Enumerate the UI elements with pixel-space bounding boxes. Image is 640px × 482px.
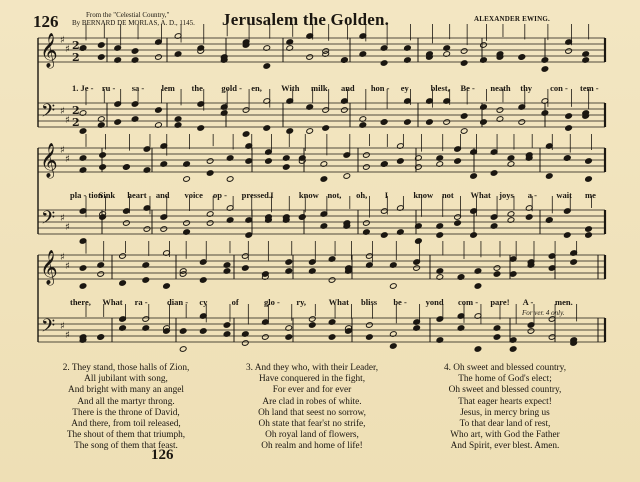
lyric-syllable: not, xyxy=(327,190,342,200)
verse-3-text-1: And they who, with their Leader, xyxy=(254,363,379,373)
lyric-syllable: en, xyxy=(251,83,262,93)
lyric-syllable: know xyxy=(413,190,434,200)
verse-4-line-7: Who art, with God the Father xyxy=(450,430,560,441)
lyric-syllable: and xyxy=(155,190,170,200)
verse-2-number: 2. xyxy=(62,363,70,373)
lyric-syllable: wait xyxy=(556,190,572,200)
note-head xyxy=(585,158,593,165)
verse-4-text-1: Oh sweet and blessed country, xyxy=(453,363,567,373)
note-head xyxy=(206,158,214,165)
note-head xyxy=(309,322,317,329)
note-head xyxy=(183,220,191,227)
lyric-syllable: yond xyxy=(425,297,444,307)
lyric-syllable: there, xyxy=(70,297,91,307)
verse-3-line-2: Have conquered in the fight, xyxy=(258,374,366,385)
note-head xyxy=(563,232,571,239)
note-head xyxy=(565,125,573,132)
treble-clef-icon: 𝄞 xyxy=(40,143,58,178)
note-head xyxy=(496,107,504,114)
note-head xyxy=(242,265,250,272)
page-number-bottom: 126 xyxy=(151,447,174,463)
verse-2-line-6: And there, from toil released, xyxy=(71,419,181,430)
verse-3 xyxy=(222,363,402,453)
verse-2-line-5: There is the throne of David, xyxy=(72,407,180,418)
sharp-icon: ♯ xyxy=(65,115,70,126)
verse-2-line-3: And bright with many an angel xyxy=(68,385,184,396)
note-head xyxy=(363,220,371,227)
note-head xyxy=(163,283,171,290)
note-head xyxy=(474,346,482,353)
lyric-syllable: heart xyxy=(127,190,147,200)
note-head xyxy=(404,119,412,126)
note-head xyxy=(155,107,163,114)
note-head xyxy=(474,283,482,290)
note-head xyxy=(97,54,105,61)
sharp-icon: ♯ xyxy=(65,261,70,272)
lyric-syllable: op - xyxy=(213,190,227,200)
note-head xyxy=(306,54,314,61)
lyric-syllable: Be - xyxy=(460,83,475,93)
note-head xyxy=(525,214,533,221)
lyric-syllable: and xyxy=(340,83,355,93)
verse-4-line-4: That eager hearts expect! xyxy=(458,396,552,407)
verse-3-line-4: Are clad in robes of white. xyxy=(262,396,362,407)
verse-4-number: 4. xyxy=(443,363,451,373)
lyric-syllable: pla - tion xyxy=(70,190,103,200)
verse-3-line-3: For ever and for ever xyxy=(272,385,352,396)
note-head xyxy=(245,158,253,165)
note-head xyxy=(380,60,388,67)
lyric-syllable: I xyxy=(270,190,274,200)
verse-4-line-3: Oh sweet and blessed country, xyxy=(448,385,562,396)
note-head xyxy=(79,283,87,290)
note-head xyxy=(265,158,273,165)
note-head xyxy=(493,334,501,341)
lyric-syllable: sa - xyxy=(131,83,145,93)
lyric-syllable: a - xyxy=(527,190,537,200)
time-signature-treble: 2 xyxy=(72,51,80,64)
lyric-syllable: lem xyxy=(161,83,175,93)
note-head xyxy=(97,271,105,278)
note-head xyxy=(470,173,478,180)
note-head xyxy=(413,265,421,272)
bass-clef-icon: 𝄢 xyxy=(41,101,56,126)
bass-clef-icon: 𝄢 xyxy=(41,316,56,341)
lyric-syllable: know xyxy=(298,190,319,200)
note-head xyxy=(454,158,462,165)
note-head xyxy=(322,125,330,132)
note-head xyxy=(493,271,501,278)
note-head xyxy=(343,173,351,180)
note-head xyxy=(97,334,105,341)
verse-3-line-1 xyxy=(222,363,402,374)
note-head xyxy=(155,54,163,61)
note-head xyxy=(131,48,139,55)
note-head xyxy=(565,48,573,55)
lyric-syllable: dian - xyxy=(167,297,189,307)
lyric-syllable: pare! xyxy=(490,297,510,307)
lyric-syllable: voice xyxy=(184,190,203,200)
note-head xyxy=(493,265,501,272)
sharp-icon: ♯ xyxy=(65,330,70,341)
note-head xyxy=(79,265,87,272)
verse-2-line-8: The song of them that feast. xyxy=(74,441,178,452)
note-head xyxy=(226,176,234,183)
note-head xyxy=(223,322,231,329)
note-head xyxy=(460,60,468,67)
verse-3-line-6: Oh state that fear'st no strife, xyxy=(258,419,366,430)
lyric-syllable: joys xyxy=(499,190,514,200)
note-head xyxy=(381,232,389,239)
lyric-syllable: con - xyxy=(550,83,568,93)
lyric-syllable: me xyxy=(585,190,596,200)
treble-clef-icon: 𝄞 xyxy=(40,33,58,68)
note-head xyxy=(518,54,526,61)
note-head xyxy=(328,277,336,284)
note-head xyxy=(454,220,462,227)
note-head xyxy=(286,128,294,135)
note-head xyxy=(119,280,127,287)
sharp-icon: ♯ xyxy=(60,321,65,332)
verse-3-line-5: Oh land that seest no sorrow, xyxy=(258,407,366,418)
verse-3-line-7: Oh royal land of flowers, xyxy=(265,430,359,441)
note-head xyxy=(470,232,478,239)
note-head xyxy=(366,322,374,329)
note-head xyxy=(415,238,423,245)
lyric-syllable: men. xyxy=(555,297,573,307)
note-head xyxy=(436,232,444,239)
note-head xyxy=(570,259,578,266)
note-head xyxy=(242,340,250,347)
note-head xyxy=(341,107,349,114)
hymn-title: Jerusalem the Golden. xyxy=(222,10,390,29)
note-head xyxy=(306,128,314,135)
note-head xyxy=(541,66,549,73)
lyric-syllable: cy xyxy=(199,297,208,307)
lyric-syllable: What xyxy=(328,297,349,307)
sharp-icon: ♯ xyxy=(65,222,70,233)
note-head xyxy=(262,334,270,341)
note-head xyxy=(527,328,535,335)
clefs-and-signatures xyxy=(40,33,80,341)
note-head xyxy=(114,119,122,126)
note-head xyxy=(490,170,498,177)
note-head xyxy=(123,220,131,227)
note-head xyxy=(460,113,468,120)
lyric-syllable: neath xyxy=(490,83,511,93)
source-line: From the "Celestial Country," xyxy=(86,11,170,19)
note-head xyxy=(179,328,187,335)
note-head xyxy=(380,119,388,126)
lyric-syllable: oh, xyxy=(356,190,368,200)
lyric-syllable: ra - xyxy=(134,297,148,307)
treble-clef-icon: 𝄞 xyxy=(40,250,58,285)
lyric-syllable: A - xyxy=(522,297,534,307)
lyric-syllable: the xyxy=(191,83,203,93)
lyric-syllable: ey xyxy=(400,83,409,93)
sharp-icon: ♯ xyxy=(65,154,70,165)
note-head xyxy=(585,232,593,239)
lyric-syllable: milk xyxy=(311,83,328,93)
note-head xyxy=(206,170,214,177)
lyric-syllable: thy xyxy=(520,83,533,93)
note-head xyxy=(309,316,317,323)
note-head xyxy=(245,232,253,239)
note-head xyxy=(426,119,434,126)
note-head xyxy=(179,346,187,353)
note-head xyxy=(143,226,151,233)
note-head xyxy=(263,125,271,132)
note-head xyxy=(585,176,593,183)
note-head xyxy=(460,128,468,135)
verse-4-line-8: And Spirit, ever blest. Amen. xyxy=(450,441,560,452)
note-head xyxy=(263,63,271,70)
note-head xyxy=(142,277,150,284)
note-head xyxy=(199,277,207,284)
lyric-syllable: gold - xyxy=(221,83,242,93)
note-head xyxy=(99,152,107,159)
note-head xyxy=(285,259,293,266)
lyric-syllable: bliss xyxy=(361,297,378,307)
note-head xyxy=(197,125,205,132)
time-signature-bass: 2 xyxy=(72,116,80,129)
verse-3-number: 3. xyxy=(245,363,253,373)
note-head xyxy=(585,226,593,233)
note-head xyxy=(460,48,468,55)
lyric-syllable: pressed. xyxy=(241,190,272,200)
note-head xyxy=(363,164,371,171)
sharp-icon: ♯ xyxy=(65,44,70,55)
verse-4-line-1 xyxy=(410,363,600,374)
lyric-syllable: 1. Je - xyxy=(72,83,94,93)
lyric-syllable: tem - xyxy=(580,83,599,93)
lyric-syllable: not xyxy=(441,190,454,200)
note-head xyxy=(206,220,214,227)
note-head xyxy=(443,119,451,126)
note-head xyxy=(366,334,374,341)
lyric-syllable: of xyxy=(231,297,239,307)
note-head xyxy=(99,164,107,171)
lyric-syllable: hon - xyxy=(370,83,390,93)
note-head xyxy=(363,152,371,159)
note-head xyxy=(320,176,328,183)
lyric-syllable: be - xyxy=(393,297,407,307)
note-head xyxy=(545,173,553,180)
verse-2-line-7: The shout of them that triumph, xyxy=(66,430,186,441)
lyric-syllable: What xyxy=(102,297,123,307)
lyric-syllable: With xyxy=(281,83,300,93)
verse-4-line-6: To that dear land of rest, xyxy=(459,419,551,430)
note-head xyxy=(119,253,127,260)
for-verse-note: For ver. 4 only. xyxy=(522,309,565,317)
note-head xyxy=(328,334,336,341)
bass-clef-icon: 𝄢 xyxy=(41,208,56,233)
sharp-icon: ♯ xyxy=(60,213,65,224)
lyric-syllable: ru - xyxy=(101,83,116,93)
note-head xyxy=(79,128,87,135)
lyric-syllable: I xyxy=(384,190,389,200)
verse-2 xyxy=(36,363,216,453)
lyric-syllable: What xyxy=(470,190,491,200)
page-number-top: 126 xyxy=(33,12,59,31)
author-line: By BERNARD DE MORLAS, A. D., 1145. xyxy=(72,19,195,27)
verse-4 xyxy=(410,363,600,453)
note-head xyxy=(285,334,293,341)
verse-2-text-1: They stand, those halls of Zion, xyxy=(71,363,190,373)
time-signature-bass: 2 xyxy=(72,104,80,117)
note-head xyxy=(565,113,573,120)
note-head xyxy=(397,158,405,165)
note-head xyxy=(242,131,250,138)
lyric-syllable: glo - xyxy=(264,297,280,307)
note-head xyxy=(509,346,517,353)
sharp-icon: ♯ xyxy=(60,145,65,156)
note-head xyxy=(282,164,290,171)
verse-2-line-2: All jubilant with song, xyxy=(84,374,168,385)
lyric-syllable: ry, xyxy=(296,297,307,307)
note-head xyxy=(97,42,105,49)
verse-2-line-4: And all the martyr throng. xyxy=(77,396,175,407)
note-head xyxy=(160,226,168,233)
time-signature-treble: 2 xyxy=(72,39,80,52)
note-head xyxy=(518,119,526,126)
verse-2-line-1 xyxy=(36,363,216,374)
note-head xyxy=(183,176,191,183)
note-head xyxy=(480,42,488,49)
note-head xyxy=(390,283,398,290)
sharp-icon: ♯ xyxy=(60,252,65,263)
verse-3-line-8: Oh realm and home of life! xyxy=(261,441,363,452)
composer-credit: ALEXANDER EWING. xyxy=(474,15,550,23)
verse-4-line-5: Jesus, in mercy bring us xyxy=(460,407,550,418)
note-head xyxy=(199,328,207,335)
verse-4-line-2: The home of God's elect; xyxy=(458,374,552,385)
note-head xyxy=(298,214,306,221)
sharp-icon: ♯ xyxy=(60,106,65,117)
note-head xyxy=(480,119,488,126)
note-head xyxy=(390,343,398,350)
lyric-syllable: com - xyxy=(458,297,479,307)
lyric-syllable: blest, xyxy=(430,83,450,93)
lyric-syllable: Sink xyxy=(98,190,116,200)
sharp-icon: ♯ xyxy=(60,35,65,46)
